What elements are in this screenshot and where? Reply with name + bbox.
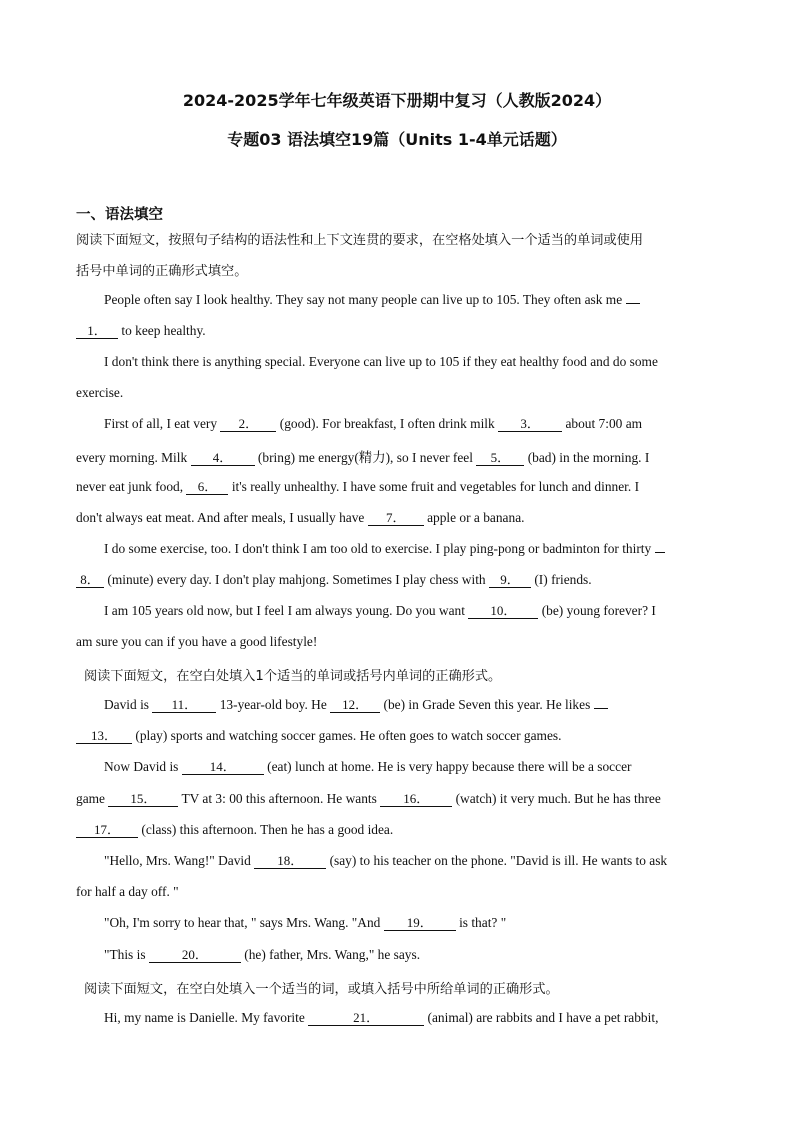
- text-run: about 7:00 am: [565, 416, 643, 431]
- blank-14[interactable]: 14．: [182, 760, 264, 775]
- text-run: "This is: [104, 947, 146, 962]
- blank-8[interactable]: 8．: [76, 573, 104, 588]
- text-line: [104, 759, 748, 775]
- blank-6[interactable]: 6．: [186, 480, 228, 495]
- text-line: [76, 447, 720, 466]
- text-run: People often say I look healthy. They say not many people can live up to 105. They often ask me: [104, 292, 623, 307]
- text-run: I am 105 years old now, but I feel I am always young. Do you want: [104, 603, 465, 618]
- text-run: is that? ": [459, 915, 507, 930]
- section-heading: 一、语法填空: [76, 207, 163, 223]
- blank-17[interactable]: 17．: [76, 823, 138, 838]
- blank-11[interactable]: 11．: [152, 698, 216, 713]
- blank-tail: [655, 552, 665, 553]
- text-run: (eat) lunch at home. He is very happy because there will be a soccer: [267, 759, 632, 774]
- text-line: for half a day off. ": [76, 884, 179, 899]
- blank-9[interactable]: 9．: [489, 573, 531, 588]
- text-run: TV at 3: 00 this afternoon. He wants: [181, 791, 377, 806]
- blank-tail: [594, 708, 608, 709]
- text-line: [104, 853, 748, 869]
- text-line: exercise.: [76, 385, 124, 400]
- blank-20[interactable]: 20．: [149, 948, 241, 963]
- text-line: [104, 416, 748, 432]
- text-run: (class) this afternoon. Then he has a good idea.: [141, 822, 394, 837]
- text-run: (be) in Grade Seven this year. He likes: [383, 697, 591, 712]
- instruction-line: 阅读下面短文，在空白处填入一个适当的词，或填入括号中所给单词的正确形式。: [84, 982, 559, 997]
- blank-16[interactable]: 16．: [380, 792, 452, 807]
- document-subtitle: 专题03 语法填空19篇（Units 1-4单元话题）: [227, 130, 567, 149]
- text-line: [76, 728, 720, 744]
- text-run: "Oh, I'm sorry to hear that, " says Mrs. Wang. "And: [104, 915, 381, 930]
- blank-tail: [626, 303, 640, 304]
- text-run: (he) father, Mrs. Wang," he says.: [244, 947, 421, 962]
- text-line: [76, 572, 720, 588]
- blank-21[interactable]: 21．: [308, 1011, 424, 1026]
- instruction-line: 括号中单词的正确形式填空。: [76, 264, 248, 279]
- text-run: (minute) every day. I don't play mahjong. Sometimes I play chess with: [107, 572, 486, 587]
- blank-2[interactable]: 2．: [220, 417, 276, 432]
- blank-13[interactable]: 13．: [76, 729, 132, 744]
- text-run: Now David is: [104, 759, 179, 774]
- text-run: game: [76, 791, 105, 806]
- text-run: every morning. Milk: [76, 450, 188, 465]
- text-run: 13-year-old boy. He: [219, 697, 327, 712]
- blank-5[interactable]: 5．: [476, 451, 524, 466]
- blank-3[interactable]: 3．: [498, 417, 562, 432]
- text-line: am sure you can if you have a good lifestyle!: [76, 634, 318, 649]
- instruction-line: 阅读下面短文，在空白处填入1个适当的单词或括号内单词的正确形式。: [84, 669, 502, 684]
- blank-19[interactable]: 19．: [384, 916, 456, 931]
- text-run: (animal) are rabbits and I have a pet rabbit,: [427, 1010, 659, 1025]
- text-run: (good). For breakfast, I often drink milk: [279, 416, 495, 431]
- text-line: [104, 915, 748, 931]
- blank-18[interactable]: 18．: [254, 854, 326, 869]
- text-run: never eat junk food,: [76, 479, 184, 494]
- document-title: 2024-2025学年七年级英语下册期中复习（人教版2024）: [182, 91, 612, 110]
- text-line: [76, 323, 720, 339]
- text-line: [76, 791, 720, 807]
- text-run: (watch) it very much. But he has three: [455, 791, 661, 806]
- text-line: [104, 292, 748, 308]
- blank-4[interactable]: 4．: [191, 451, 255, 466]
- text-line: [76, 479, 720, 495]
- text-run: to keep healthy.: [121, 323, 206, 338]
- text-run: (say) to his teacher on the phone. "David is ill. He wants to ask: [329, 853, 668, 868]
- text-run: (bring) me energy(精力), so I never feel: [257, 450, 473, 465]
- text-line: [104, 697, 748, 713]
- text-run: (I) friends.: [534, 572, 592, 587]
- blank-7[interactable]: 7．: [368, 511, 424, 526]
- blank-12[interactable]: 12．: [330, 698, 380, 713]
- blank-10[interactable]: 10．: [468, 604, 538, 619]
- text-run: (be) young forever? I: [541, 603, 656, 618]
- instruction-line: 阅读下面短文，按照句子结构的语法性和上下文连贯的要求，在空格处填入一个适当的单词或使用: [76, 233, 644, 248]
- text-line: [104, 541, 748, 557]
- text-line: [104, 603, 748, 619]
- text-run: "Hello, Mrs. Wang!" David: [104, 853, 251, 868]
- text-line: [104, 1010, 748, 1026]
- text-run: apple or a banana.: [427, 510, 525, 525]
- text-run: I do some exercise, too. I don't think I am too old to exercise. I play ping-pong or badminton for thirty: [104, 541, 652, 556]
- blank-1[interactable]: 1．: [76, 324, 118, 339]
- text-run: Hi, my name is Danielle. My favorite: [104, 1010, 305, 1025]
- text-run: (bad) in the morning. I: [527, 450, 650, 465]
- text-run: don't always eat meat. And after meals, I usually have: [76, 510, 365, 525]
- text-line: [76, 822, 720, 838]
- text-run: it's really unhealthy. I have some fruit and vegetables for lunch and dinner. I: [231, 479, 640, 494]
- text-line: [76, 510, 720, 526]
- text-run: (play) sports and watching soccer games. He often goes to watch soccer games.: [135, 728, 562, 743]
- text-line: I don't think there is anything special. Everyone can live up to 105 if they eat healthy food and do some: [104, 354, 658, 369]
- text-line: [104, 947, 748, 963]
- text-run: David is: [104, 697, 150, 712]
- blank-15[interactable]: 15．: [108, 792, 178, 807]
- text-run: First of all, I eat very: [104, 416, 218, 431]
